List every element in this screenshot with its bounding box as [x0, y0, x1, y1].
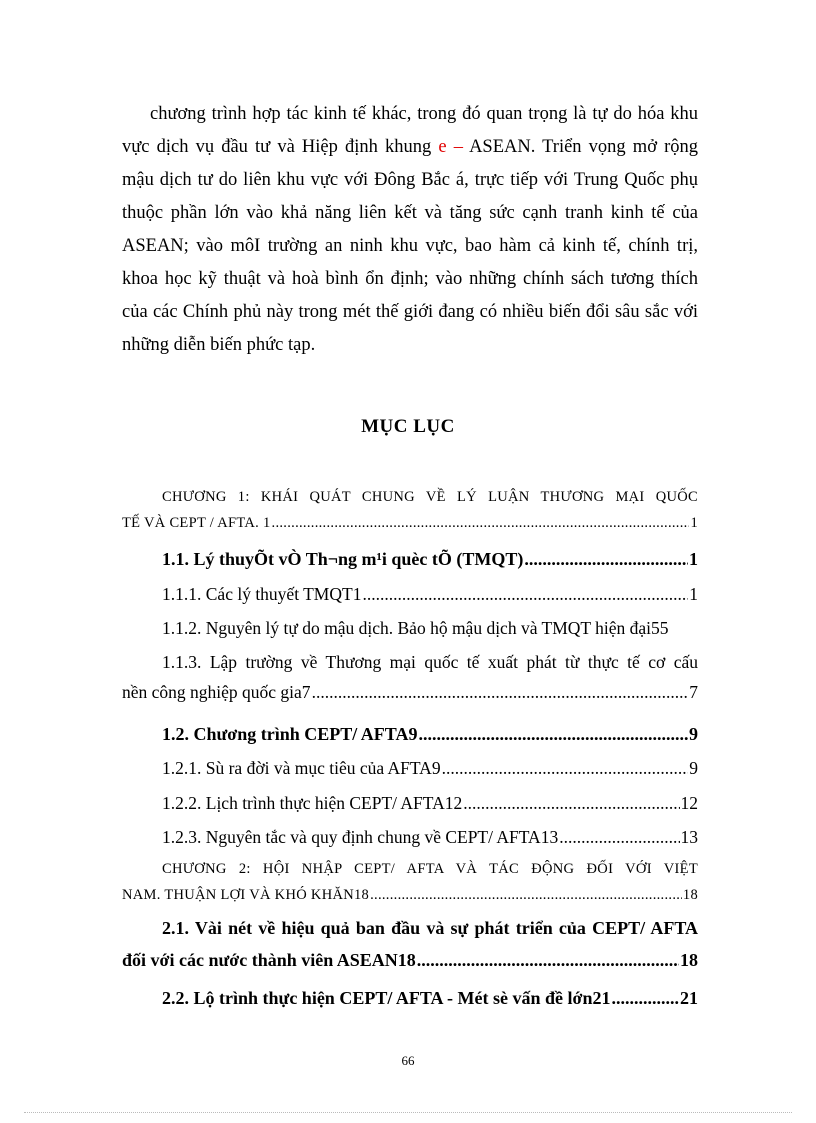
intro-line: chương trình hợp tác kinh tế khác, trong đó quan trọng là tự do hóa khu	[150, 104, 698, 124]
toc-page-number: 5	[659, 618, 669, 638]
toc-page-number: 13	[680, 827, 698, 847]
toc-title: MỤC LỤC	[361, 416, 455, 437]
toc-section-2-1[interactable]: 2.1. Vài nét về hiệu quả ban đầu và sự phát triển của CEPT/ AFTA đối với các nước thành viên ASEAN18 ..... 18	[122, 912, 698, 976]
intro-line: những diễn biến phức tạp.	[122, 335, 316, 355]
page-bottom-divider	[24, 1112, 792, 1113]
toc-chapter-line: CHƯƠNG 1: KHÁI QUÁT CHUNG VỀ LÝ LUẬN THƯƠNG MẠI QUỐC	[162, 489, 698, 505]
toc-page-number: 21	[680, 988, 698, 1008]
toc-page-number: 9	[689, 758, 698, 778]
intro-line: của các Chính phủ này trong mét thế giới đang có nhiều biến đổi sâu sắc với	[122, 302, 698, 322]
toc-section-1-2-2[interactable]: 1.2.2. Lịch trình thực hiện CEPT/ AFTA12 ..... 12	[122, 788, 698, 818]
toc-section-1-1-1[interactable]: 1.1.1. Các lý thuyết TMQT1 ..... 1	[122, 579, 698, 609]
toc-page-number: 9	[689, 724, 698, 744]
toc-chapter-line: NAM. THUẬN LỢI VÀ KHÓ KHĂN18 ..... 18	[122, 882, 698, 908]
toc-section-1-2-1[interactable]: 1.2.1. Sù ra đời và mục tiêu của AFTA9 ..... 9	[122, 753, 698, 783]
toc-page-number: 1	[690, 515, 698, 531]
intro-line: ASEAN; vào môI trường an ninh khu vực, bao hàm cả kinh tế, chính trị,	[122, 236, 698, 256]
toc-section-2-2[interactable]: 2.2. Lộ trình thực hiện CEPT/ AFTA - Mét sè vấn đề lớn21 ..... 21	[122, 982, 698, 1014]
toc-chapter-1[interactable]	[122, 484, 698, 536]
intro-line: mậu dịch tư do liên khu vực với Đông Bắc á, trực tiếp với Trung Quốc phụ	[122, 170, 698, 190]
toc-section-1-1-3[interactable]: 1.1.3. Lập trường về Thương mại quốc tế xuất phát từ thực tế cơ cấu nền công nghiệp quốc gia7 ..... 7	[122, 647, 698, 707]
toc-section-1-1[interactable]: 1.1. Lý thuyÕt vÒ Th¬ng m¹i quèc tÕ (TMQT) ..... 1	[122, 544, 698, 574]
toc-page-number: 18	[680, 950, 698, 970]
toc-section-1-2-3[interactable]: 1.2.3. Nguyên tắc và quy định chung về CEPT/ AFTA13 ..... 13	[122, 822, 698, 852]
toc-chapter-2[interactable]	[122, 856, 698, 908]
toc-page-number: 7	[689, 682, 698, 702]
intro-paragraph	[122, 98, 698, 362]
toc-section-1-2[interactable]: 1.2. Chương trình CEPT/ AFTA9 ..... 9	[122, 719, 698, 749]
toc-chapter-line: CHƯƠNG 2: HỘI NHẬP CEPT/ AFTA VÀ TÁC ĐỘNG ĐỐI VỚI VIỆT	[162, 861, 698, 877]
intro-line: khoa học kỹ thuật và hoà bình ổn định; vào những chính sách tương thích	[122, 269, 698, 289]
intro-line: thuộc phần lớn vào khả năng liên kết và tăng sức cạnh tranh kinh tế của	[122, 203, 698, 223]
highlighted-text: e –	[438, 137, 463, 157]
toc-page-number: 12	[680, 793, 698, 813]
toc-section-1-1-2[interactable]: 1.1.2. Nguyên lý tự do mậu dịch. Bảo hộ mậu dịch và TMQT hiện đại5 5	[122, 613, 698, 643]
page-number: 66	[401, 1053, 415, 1068]
toc-chapter-line: TẾ VÀ CEPT / AFTA. 1 ..... 1	[122, 510, 698, 536]
toc-page-number: 1	[689, 584, 698, 604]
toc-page-number: 18	[682, 887, 698, 903]
intro-line: vực dịch vụ đầu tư và Hiệp định khung e – ASEAN. Triển vọng mở rộng	[122, 137, 699, 157]
toc-page-number: 1	[689, 549, 698, 569]
